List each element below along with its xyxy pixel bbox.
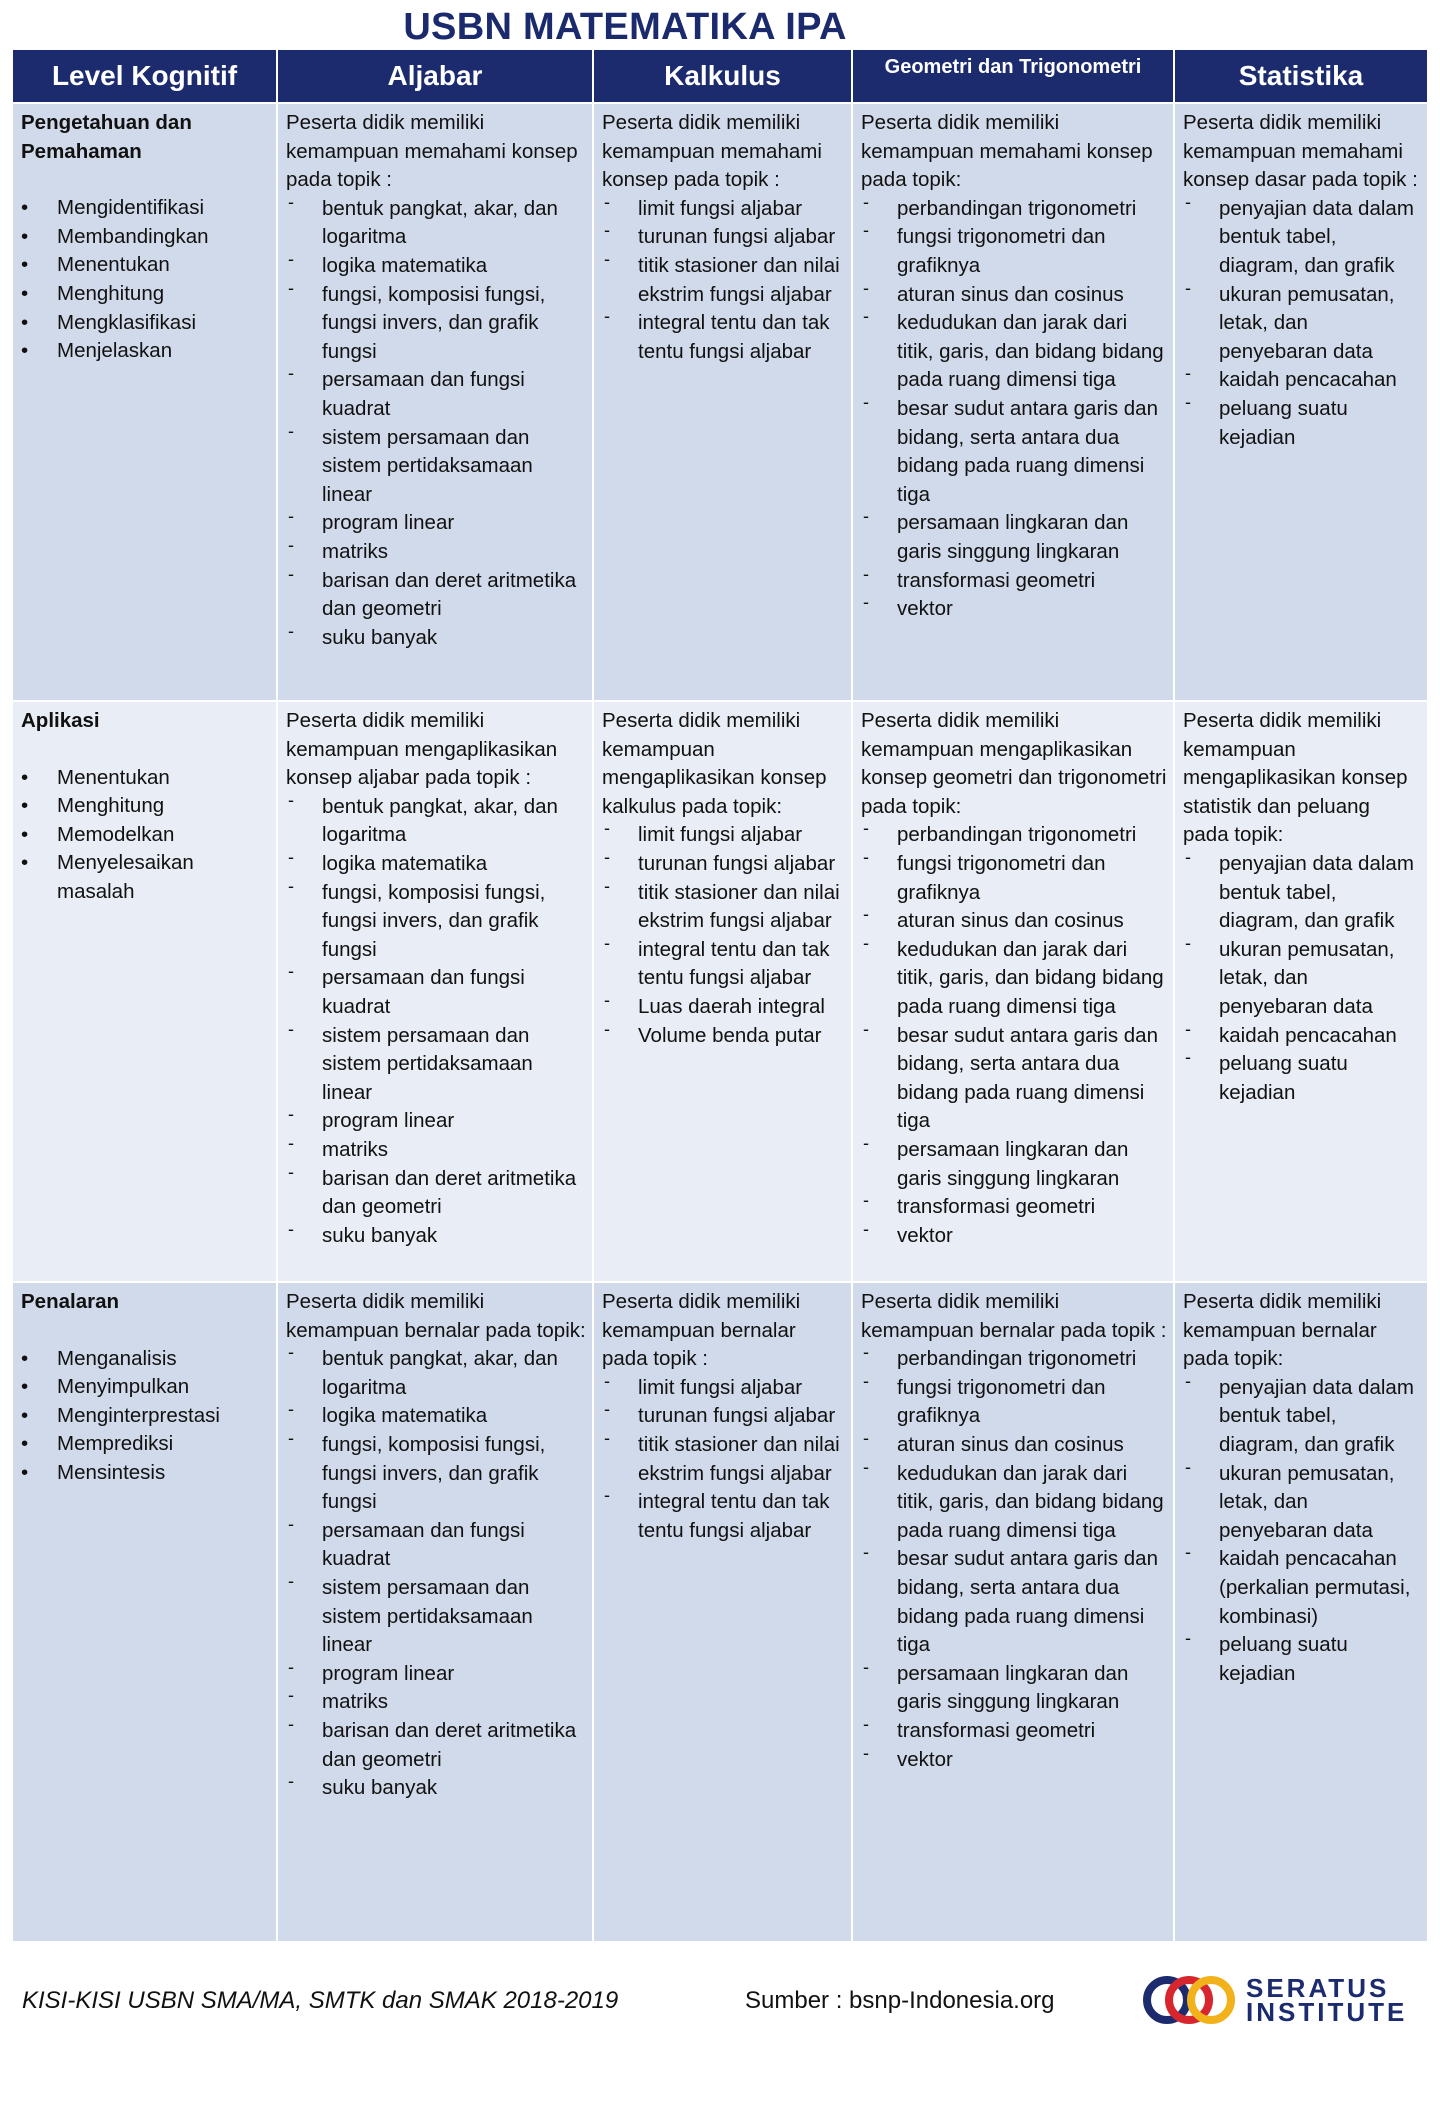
logo-rings-icon [1143, 1974, 1243, 2026]
topic-list [861, 821, 1167, 1250]
verb-item: • Menentukan [21, 251, 270, 280]
topic-item: - ukuran pemusatan, letak, dan penyebaran data [1183, 281, 1421, 367]
topic-item: - ukuran pemusatan, letak, dan penyebaran data [1183, 936, 1421, 1022]
topic-item: - vektor [861, 595, 1167, 624]
topic-list [1183, 195, 1421, 452]
page-title: USBN MATEMATIKA IPA [403, 6, 847, 48]
verb-item: • Menyelesaikan masalah [21, 849, 270, 906]
topic-item: - aturan sinus dan cosinus [861, 281, 1167, 310]
verb-item: • Mengidentifikasi [21, 194, 270, 223]
verb-list [21, 764, 270, 907]
topic-item: - sistem persamaan dan sistem pertidaksamaan linear [286, 424, 586, 510]
topic-item: - sistem persamaan dan sistem pertidaksamaan linear [286, 1574, 586, 1660]
kalkulus-cell [593, 103, 852, 701]
topic-item: - aturan sinus dan cosinus [861, 907, 1167, 936]
topic-item: - vektor [861, 1222, 1167, 1251]
topic-item: - turunan fungsi aljabar [602, 223, 845, 252]
level-title: Penalaran [21, 1290, 119, 1313]
topic-list [861, 1345, 1167, 1774]
verb-item: • Menginterprestasi [21, 1402, 270, 1431]
header-aljabar: Aljabar [277, 50, 593, 103]
topic-item: - titik stasioner dan nilai ekstrim fungsi aljabar [602, 252, 845, 309]
cell-intro: Peserta didik memiliki kemampuan bernalar pada topik: [286, 1290, 586, 1342]
topic-item: - persamaan dan fungsi kuadrat [286, 964, 586, 1021]
topic-item: - barisan dan deret aritmetika dan geometri [286, 567, 586, 624]
verb-item: • Menganalisis [21, 1345, 270, 1374]
topic-item: - sistem persamaan dan sistem pertidaksamaan linear [286, 1022, 586, 1108]
topic-item: - fungsi, komposisi fungsi, fungsi invers, dan grafik fungsi [286, 879, 586, 965]
topic-item: - kaidah pencacahan [1183, 366, 1421, 395]
topic-item: - penyajian data dalam bentuk tabel, diagram, dan grafik [1183, 1374, 1421, 1460]
topic-item: - persamaan lingkaran dan garis singgung lingkaran [861, 509, 1167, 566]
topic-item: - logika matematika [286, 1402, 586, 1431]
topic-item: - program linear [286, 1107, 586, 1136]
verb-item: • Menghitung [21, 280, 270, 309]
cell-intro: Peserta didik memiliki kemampuan bernalar pada topik : [602, 1290, 801, 1371]
logo-text-seratus: SERATUS [1246, 1973, 1390, 2003]
topic-item: - penyajian data dalam bentuk tabel, diagram, dan grafik [1183, 850, 1421, 936]
topic-item: - Volume benda putar [602, 1022, 845, 1051]
topic-item: - peluang suatu kejadian [1183, 395, 1421, 452]
topic-item: - suku banyak [286, 624, 586, 653]
aljabar-cell [277, 103, 593, 701]
topic-list [602, 195, 845, 367]
topic-item: - turunan fungsi aljabar [602, 1402, 845, 1431]
topic-list [1183, 1374, 1421, 1689]
table-row [13, 103, 1427, 701]
cell-intro: Peserta didik memiliki kemampuan mengaplikasikan konsep kalkulus pada topik: [602, 709, 827, 818]
topic-item: - transformasi geometri [861, 1717, 1167, 1746]
topic-item: - program linear [286, 509, 586, 538]
topic-item: - kaidah pencacahan (perkalian permutasi, kombinasi) [1183, 1545, 1421, 1631]
header-statistika: Statistika [1174, 50, 1427, 103]
topic-item: - peluang suatu kejadian [1183, 1050, 1421, 1107]
table-row [13, 1282, 1427, 1942]
level-cell [13, 103, 277, 701]
geometri-cell [852, 1282, 1174, 1942]
topic-item: - fungsi trigonometri dan grafiknya [861, 1374, 1167, 1431]
topic-item: - program linear [286, 1660, 586, 1689]
topic-item: - turunan fungsi aljabar [602, 850, 845, 879]
topic-item: - barisan dan deret aritmetika dan geometri [286, 1717, 586, 1774]
topic-item: - bentuk pangkat, akar, dan logaritma [286, 195, 586, 252]
header-row [13, 50, 1427, 103]
level-cell [13, 701, 277, 1282]
topic-item: - integral tentu dan tak tentu fungsi aljabar [602, 309, 845, 366]
verb-item: • Mengklasifikasi [21, 309, 270, 338]
topic-item: - matriks [286, 1688, 586, 1717]
topic-item: - transformasi geometri [861, 567, 1167, 596]
cell-intro: Peserta didik memiliki kemampuan bernalar pada topik : [861, 1290, 1167, 1342]
topic-item: - titik stasioner dan nilai ekstrim fungsi aljabar [602, 1431, 845, 1488]
topic-item: - penyajian data dalam bentuk tabel, diagram, dan grafik [1183, 195, 1421, 281]
topic-item: - persamaan lingkaran dan garis singgung lingkaran [861, 1660, 1167, 1717]
topic-item: - fungsi, komposisi fungsi, fungsi invers, dan grafik fungsi [286, 1431, 586, 1517]
cell-intro: Peserta didik memiliki kemampuan mengaplikasikan konsep geometri dan trigonometri pada topik: [861, 709, 1167, 818]
topic-item: - bentuk pangkat, akar, dan logaritma [286, 1345, 586, 1402]
topic-item: - barisan dan deret aritmetika dan geometri [286, 1165, 586, 1222]
topic-item: - fungsi, komposisi fungsi, fungsi invers, dan grafik fungsi [286, 281, 586, 367]
topic-list [602, 1374, 845, 1546]
topic-item: - transformasi geometri [861, 1193, 1167, 1222]
topic-item: - suku banyak [286, 1222, 586, 1251]
topic-item: - limit fungsi aljabar [602, 821, 845, 850]
logo-text-institute: INSTITUTE [1246, 1997, 1408, 2027]
topic-item: - ukuran pemusatan, letak, dan penyebaran data [1183, 1460, 1421, 1546]
verb-item: • Menjelaskan [21, 337, 270, 366]
level-cell [13, 1282, 277, 1942]
topic-item: - suku banyak [286, 1774, 586, 1803]
verb-item: • Memodelkan [21, 821, 270, 850]
kalkulus-cell [593, 1282, 852, 1942]
cell-intro: Peserta didik memiliki kemampuan mengaplikasikan konsep statistik dan peluang pada topik: [1183, 709, 1408, 847]
topic-item: - kedudukan dan jarak dari titik, garis, dan bidang bidang pada ruang dimensi tiga [861, 936, 1167, 1022]
topic-item: - Luas daerah integral [602, 993, 845, 1022]
geometri-cell [852, 701, 1174, 1282]
topic-item: - aturan sinus dan cosinus [861, 1431, 1167, 1460]
kisi-kisi-table [13, 50, 1427, 1943]
topic-item: - perbandingan trigonometri [861, 821, 1167, 850]
aljabar-cell [277, 701, 593, 1282]
topic-item: - titik stasioner dan nilai ekstrim fungsi aljabar [602, 879, 845, 936]
cell-intro: Peserta didik memiliki kemampuan memahami konsep dasar pada topik : [1183, 111, 1418, 192]
topic-item: - integral tentu dan tak tentu fungsi aljabar [602, 1488, 845, 1545]
topic-item: - limit fungsi aljabar [602, 195, 845, 224]
topic-list [602, 821, 845, 1050]
verb-list [21, 1345, 270, 1488]
verb-item: • Mensintesis [21, 1459, 270, 1488]
topic-list [1183, 850, 1421, 1107]
topic-item: - vektor [861, 1746, 1167, 1775]
verb-item: • Menyimpulkan [21, 1373, 270, 1402]
header-level: Level Kognitif [13, 50, 277, 103]
verb-item: • Memprediksi [21, 1430, 270, 1459]
seratus-institute-logo [1143, 1970, 1408, 2030]
topic-item: - fungsi trigonometri dan grafiknya [861, 223, 1167, 280]
topic-list [286, 1345, 586, 1803]
topic-item: - kedudukan dan jarak dari titik, garis, dan bidang bidang pada ruang dimensi tiga [861, 1460, 1167, 1546]
cell-intro: Peserta didik memiliki kemampuan memahami konsep pada topik : [286, 111, 578, 192]
verb-item: • Menentukan [21, 764, 270, 793]
topic-list [861, 195, 1167, 624]
topic-item: - limit fungsi aljabar [602, 1374, 845, 1403]
verb-list [21, 194, 270, 366]
topic-item: - matriks [286, 1136, 586, 1165]
topic-item: - logika matematika [286, 252, 586, 281]
kalkulus-cell [593, 701, 852, 1282]
topic-item: - besar sudut antara garis dan bidang, serta antara dua bidang pada ruang dimensi tiga [861, 1022, 1167, 1136]
topic-item: - fungsi trigonometri dan grafiknya [861, 850, 1167, 907]
topic-list [286, 195, 586, 653]
footer-source: Sumber : bsnp-Indonesia.org [745, 1987, 1055, 2014]
level-title: Pengetahuan dan Pemahaman [21, 111, 192, 163]
topic-item: - logika matematika [286, 850, 586, 879]
geometri-cell [852, 103, 1174, 701]
statistika-cell [1174, 103, 1427, 701]
level-title: Aplikasi [21, 709, 100, 732]
aljabar-cell [277, 1282, 593, 1942]
header-geometri: Geometri dan Trigonometri [852, 50, 1174, 103]
topic-item: - besar sudut antara garis dan bidang, serta antara dua bidang pada ruang dimensi tiga [861, 395, 1167, 509]
topic-item: - besar sudut antara garis dan bidang, serta antara dua bidang pada ruang dimensi tiga [861, 1545, 1167, 1659]
cell-intro: Peserta didik memiliki kemampuan memahami konsep pada topik: [861, 111, 1153, 192]
topic-item: - persamaan lingkaran dan garis singgung lingkaran [861, 1136, 1167, 1193]
topic-item: - integral tentu dan tak tentu fungsi aljabar [602, 936, 845, 993]
statistika-cell [1174, 701, 1427, 1282]
statistika-cell [1174, 1282, 1427, 1942]
topic-item: - persamaan dan fungsi kuadrat [286, 366, 586, 423]
topic-item: - persamaan dan fungsi kuadrat [286, 1517, 586, 1574]
footer-document-title: KISI-KISI USBN SMA/MA, SMTK dan SMAK 2018-2019 [22, 1987, 619, 2014]
table-row [13, 701, 1427, 1282]
topic-item: - matriks [286, 538, 586, 567]
topic-item: - perbandingan trigonometri [861, 1345, 1167, 1374]
topic-list [286, 793, 586, 1251]
verb-item: • Menghitung [21, 792, 270, 821]
topic-item: - peluang suatu kejadian [1183, 1631, 1421, 1688]
verb-item: • Membandingkan [21, 223, 270, 252]
topic-item: - kedudukan dan jarak dari titik, garis, dan bidang bidang pada ruang dimensi tiga [861, 309, 1167, 395]
topic-item: - perbandingan trigonometri [861, 195, 1167, 224]
header-kalkulus: Kalkulus [593, 50, 852, 103]
cell-intro: Peserta didik memiliki kemampuan mengaplikasikan konsep aljabar pada topik : [286, 709, 558, 790]
cell-intro: Peserta didik memiliki kemampuan memahami konsep pada topik : [602, 111, 822, 192]
topic-item: - bentuk pangkat, akar, dan logaritma [286, 793, 586, 850]
topic-item: - kaidah pencacahan [1183, 1022, 1421, 1051]
cell-intro: Peserta didik memiliki kemampuan bernalar pada topik: [1183, 1290, 1382, 1371]
